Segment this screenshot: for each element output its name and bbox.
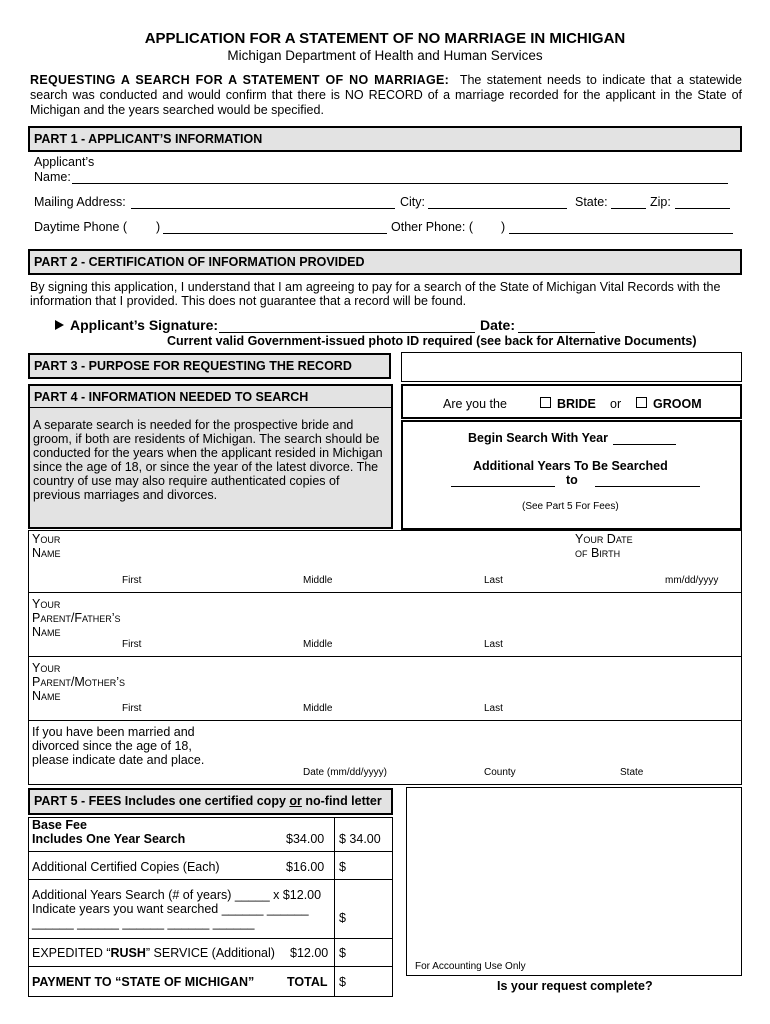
rush-total-field[interactable]: $: [339, 946, 346, 960]
mailing-address-field[interactable]: [131, 195, 395, 209]
divorce-details-field[interactable]: [290, 735, 735, 763]
part4-text: A separate search is needed for the prospective bride and groom, if both are residents of Michigan. The search should be conducted for the years when the applicant resided in Michigan since the age of 18, or since the year of the latest divorce. The country of use may also require authenticated copies of previous marriages and divorces.: [33, 418, 383, 502]
middle-caption: Middle: [303, 639, 333, 650]
middle-caption: Middle: [303, 703, 333, 714]
groom-checkbox[interactable]: GROOM: [636, 397, 702, 411]
checkbox-icon: [636, 397, 647, 408]
part4-heading: PART 4 - INFORMATION NEEDED TO SEARCH: [34, 390, 309, 404]
date-of-birth-label: Your Date of Birth: [575, 532, 633, 560]
additional-years-total-field[interactable]: $: [339, 911, 346, 925]
other-phone-field[interactable]: [509, 220, 733, 234]
form-title: APPLICATION FOR A STATEMENT OF NO MARRIAGE IN MICHIGAN: [144, 30, 626, 47]
city-label: City:: [400, 195, 425, 209]
are-you-label: Are you the: [443, 397, 507, 411]
years-to-label: to: [566, 473, 578, 487]
date-of-birth-field[interactable]: [640, 563, 735, 575]
row-divider: [28, 656, 742, 657]
applicant-name-label: Applicant’s Name:: [34, 155, 95, 184]
or-label: or: [610, 397, 622, 411]
daytime-phone-paren: ): [156, 220, 161, 234]
father-name-label: Your Parent/Father’s Name: [32, 597, 121, 639]
divorce-date-caption: Date (mm/dd/yyyy): [303, 767, 387, 778]
signature-field[interactable]: [219, 318, 475, 333]
middle-caption: Middle: [303, 575, 333, 586]
department-name: Michigan Department of Health and Human Services: [227, 48, 543, 63]
part2-heading: PART 2 - CERTIFICATION OF INFORMATION PROVIDED: [28, 249, 742, 275]
fees-column-divider: [334, 817, 335, 997]
daytime-phone-field[interactable]: [163, 220, 387, 234]
base-fee-label: Base Fee Includes One Year Search: [32, 818, 186, 846]
last-caption: Last: [484, 703, 503, 714]
begin-year-label: Begin Search With Year: [468, 431, 608, 445]
accounting-label: For Accounting Use Only: [415, 961, 526, 972]
last-caption: Last: [484, 639, 503, 650]
additional-years-fee-label: Additional Years Search (# of years) _____ x $12.00 Indicate years you want searched ______ ______ ______ ______ ______ ______ ______: [32, 888, 322, 930]
rush-service-label: EXPEDITED “RUSH” SERVICE (Additional): [32, 946, 275, 960]
part1-heading: PART 1 - APPLICANT’S INFORMATION: [28, 126, 742, 152]
checkbox-icon: [540, 397, 551, 408]
years-from-field[interactable]: [451, 473, 555, 487]
intro-text: The statement needs to indicate that a statewide search was conducted and would confirm that there is NO RECORD of a marriage recorded for the applicant in the State of Michigan and the years searched would be specified.: [30, 73, 742, 117]
state-field[interactable]: [611, 195, 646, 209]
years-to-field[interactable]: [595, 473, 700, 487]
intro-paragraph: [30, 73, 742, 118]
signature-label: Applicant’s Signature:: [55, 317, 218, 333]
part3-heading: PART 3 - PURPOSE FOR REQUESTING THE RECORD: [28, 353, 391, 379]
zip-field[interactable]: [675, 195, 730, 209]
city-field[interactable]: [428, 195, 567, 209]
base-fee-price: $34.00: [286, 832, 325, 846]
total-label: TOTAL: [287, 975, 328, 989]
additional-years-label: Additional Years To Be Searched: [473, 459, 668, 473]
divorce-county-caption: County: [484, 767, 516, 778]
fees-row-divider: [28, 966, 393, 967]
fees-row-divider: [28, 851, 393, 852]
accounting-box: [406, 787, 742, 976]
applicant-name-field[interactable]: [72, 170, 728, 184]
base-fee-total: $ 34.00: [339, 832, 381, 846]
first-caption: First: [122, 639, 142, 650]
copies-total-field[interactable]: $: [339, 860, 346, 874]
row-divider: [28, 592, 742, 593]
other-phone-paren: ): [501, 220, 506, 234]
photo-id-note: Current valid Government-issued photo ID required (see back for Alternative Documents): [167, 334, 697, 348]
your-name-label: Your Name: [32, 532, 61, 560]
copies-price: $16.00: [286, 860, 325, 874]
dob-format-caption: mm/dd/yyyy: [665, 575, 719, 586]
last-caption: Last: [484, 575, 503, 586]
zip-label: Zip:: [650, 195, 671, 209]
daytime-phone-label: Daytime Phone (: [34, 220, 128, 234]
mailing-address-label: Mailing Address:: [34, 195, 126, 209]
mother-name-label: Your Parent/Mother’s Name: [32, 661, 126, 703]
divorce-state-caption: State: [620, 767, 644, 778]
your-name-field[interactable]: [110, 547, 570, 571]
part5-heading: PART 5 - FEES Includes one certified copy or no-find letter: [28, 788, 393, 815]
copies-label: Additional Certified Copies (Each): [32, 860, 220, 874]
divorce-instructions: If you have been married and divorced since the age of 18, please indicate date and place.: [32, 725, 205, 767]
rush-price: $12.00: [290, 946, 329, 960]
first-caption: First: [122, 575, 142, 586]
father-name-field[interactable]: [110, 610, 570, 636]
first-caption: First: [122, 703, 142, 714]
see-fees-note: (See Part 5 For Fees): [522, 501, 619, 512]
other-phone-label: Other Phone: (: [391, 220, 473, 234]
fees-row-divider: [28, 879, 393, 880]
bride-checkbox[interactable]: BRIDE: [540, 397, 596, 411]
payment-label: PAYMENT TO “STATE OF MICHIGAN”: [32, 975, 255, 989]
begin-year-field[interactable]: [613, 431, 676, 445]
arrow-right-icon: [55, 320, 64, 330]
certification-text: By signing this application, I understand that I am agreeing to pay for a search of the State of Michigan Vital Records with the information that I provided. This does not guarantee that a record will be found.: [30, 280, 721, 308]
signature-date-label: Date:: [480, 317, 516, 333]
part4-heading-divider: [28, 407, 393, 408]
mother-name-field[interactable]: [110, 674, 570, 700]
fees-row-divider: [28, 938, 393, 939]
state-label: State:: [575, 195, 608, 209]
request-complete-label: Is your request complete?: [497, 979, 653, 993]
purpose-field[interactable]: [401, 352, 742, 382]
signature-date-field[interactable]: [518, 318, 595, 333]
intro-lead: REQUESTING A SEARCH FOR A STATEMENT OF NO MARRIAGE:: [30, 73, 450, 87]
row-divider: [28, 720, 742, 721]
grand-total-field[interactable]: $: [339, 975, 346, 989]
